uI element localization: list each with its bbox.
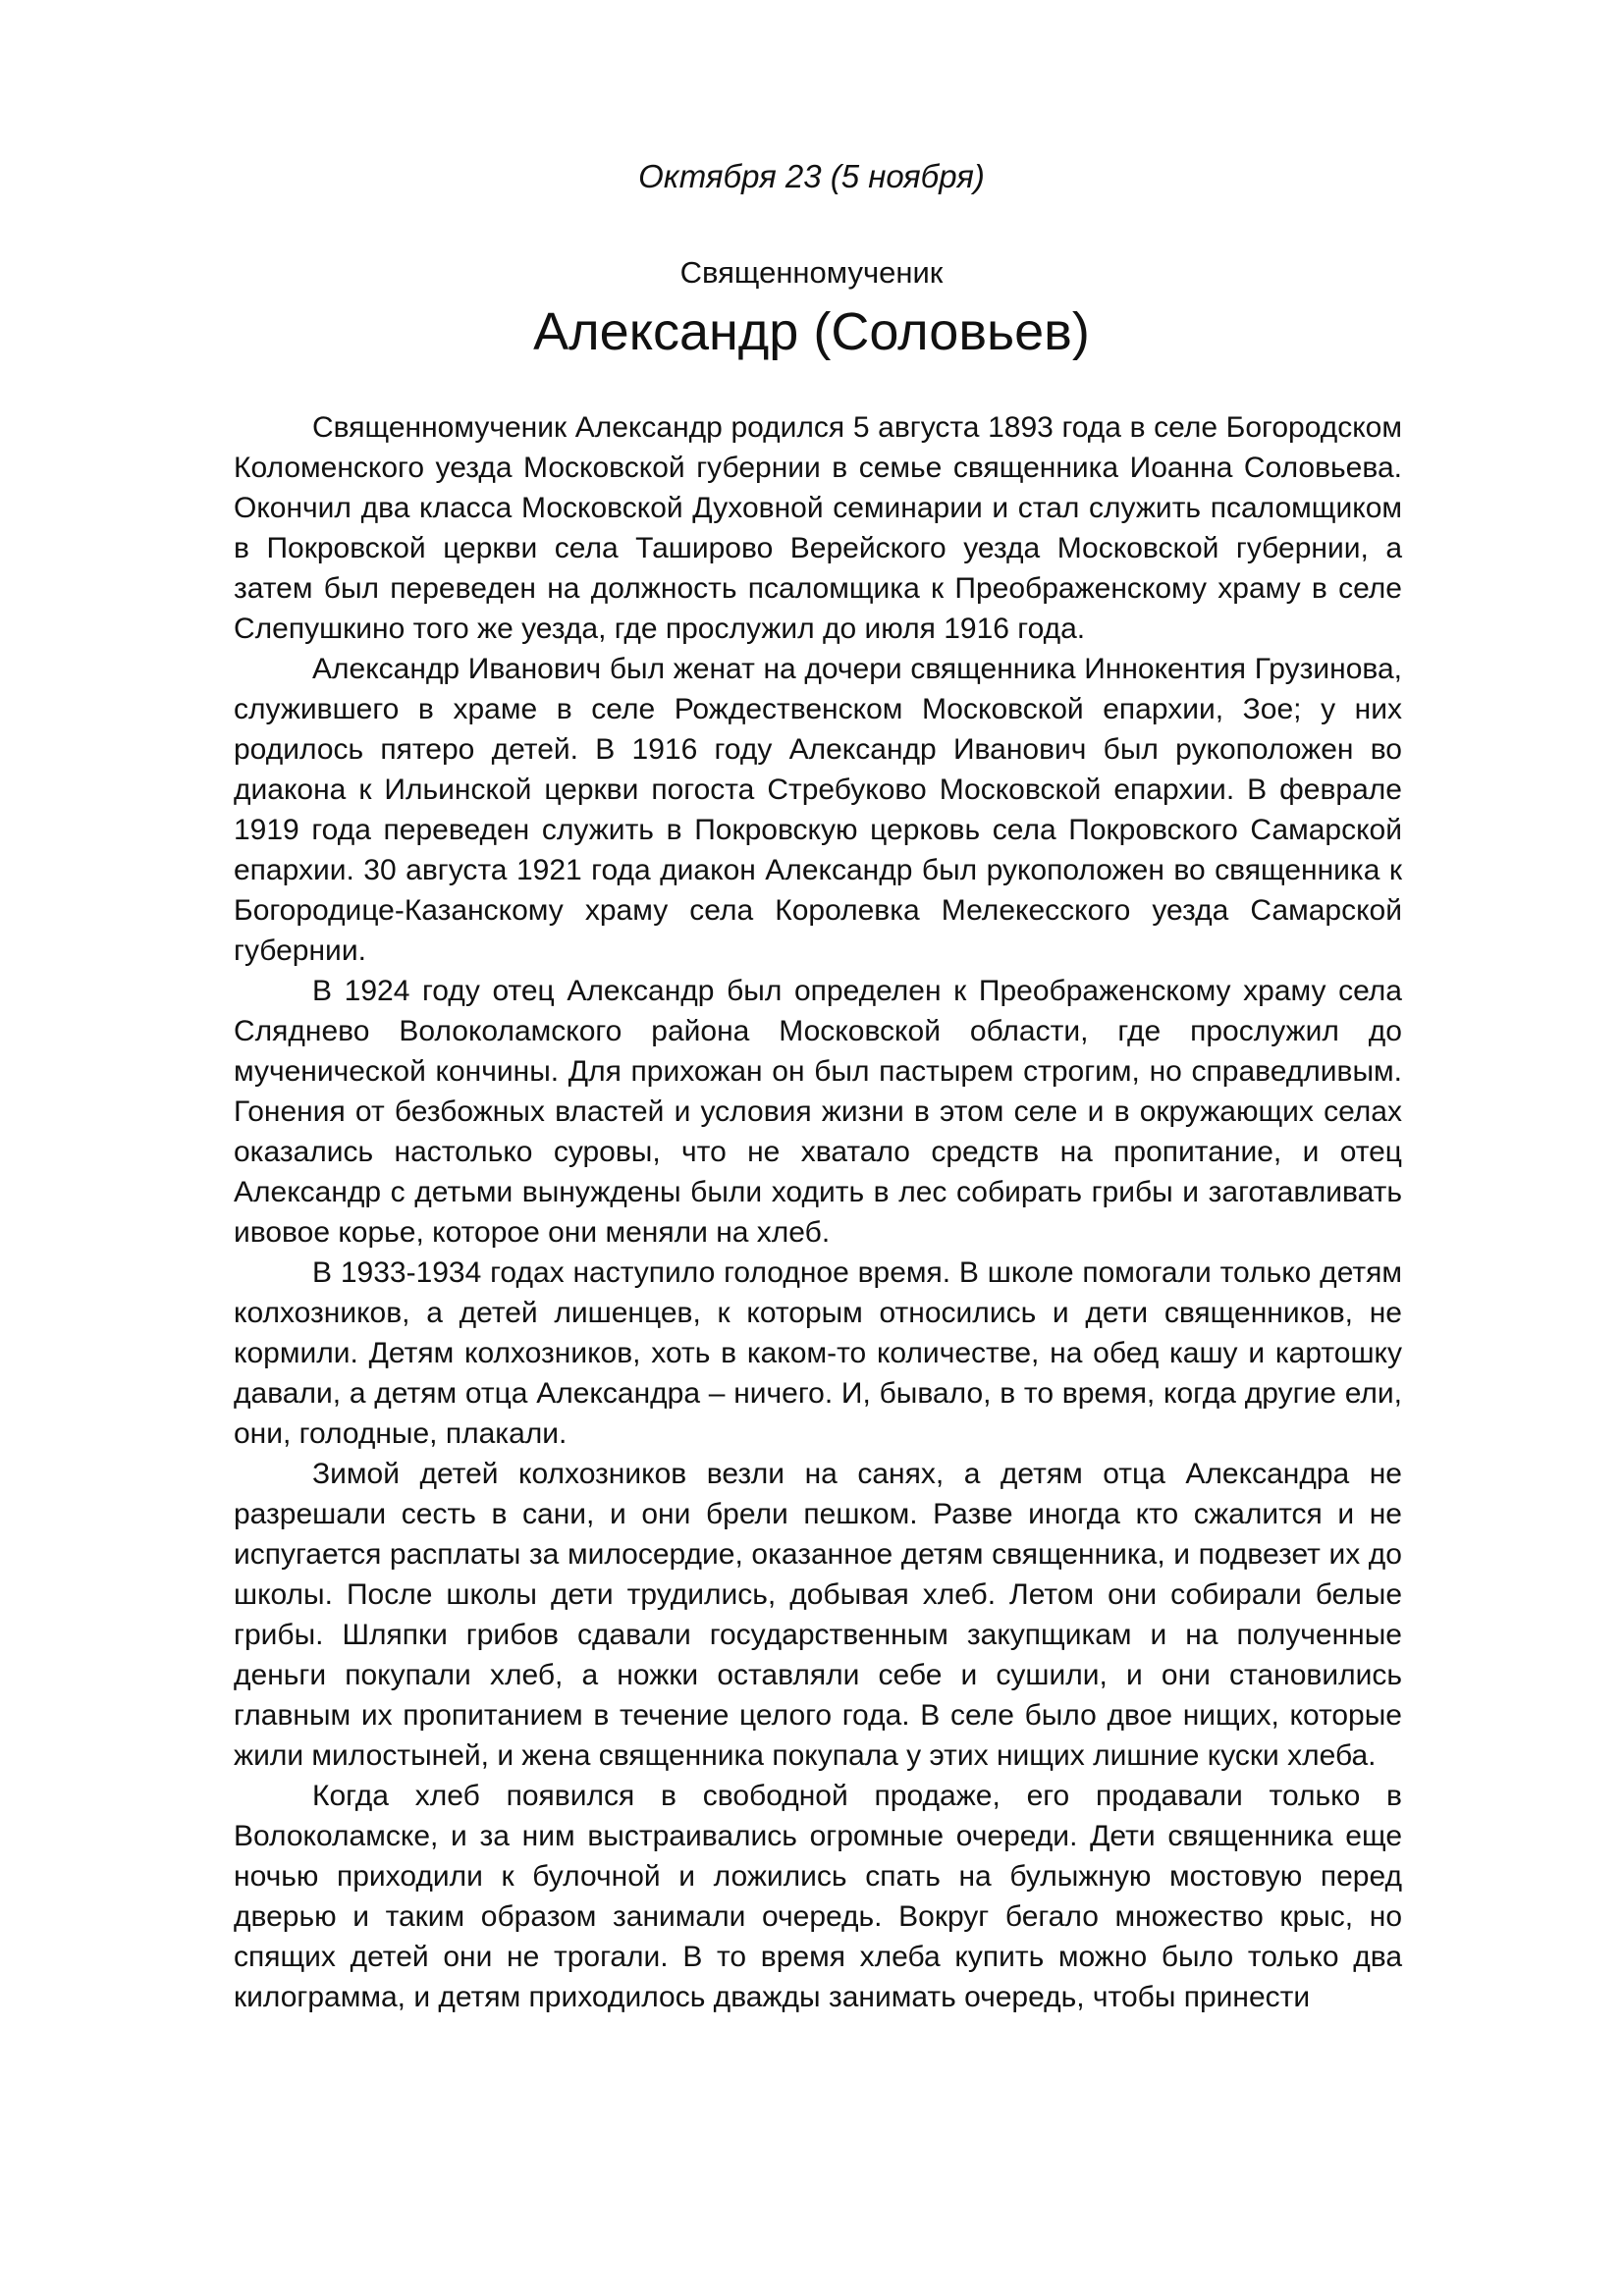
paragraph: Зимой детей колхозников везли на санях, а детям отца Александра не разрешали сесть в сани, и они брели пешком. Разве иногда кто сжалится и не испугается расплаты за милосердие, оказанное детям священника, и подвезет их до школы. После школы дети трудились, добывая хлеб. Летом они собирали белые грибы. Шляпки грибов сдавали государственным закупщикам и на полученные деньги покупали хлеб, а ножки оставляли себе и сушили, и они становились главным их пропитанием в течение целого года. В селе было двое нищих, которые жили милостыней, и жена священника покупала у этих нищих лишние куски хлеба. [234, 1458, 1402, 1772]
paragraph: В 1924 году отец Александр был определен к Преображенскому храму села Сляднево Волоколамского района Московской области, где прослужил до мученической кончины. Для прихожан он был пастырем строгим, но справедливым. Гонения от безбожных властей и условия жизни в этом селе и в окружающих селах оказались настолько суровы, что не хватало средств на пропитание, и отец Александр с детьми вынуждены были ходить в лес собирать грибы и заготавливать ивовое корье, которое они меняли на хлеб. [234, 975, 1402, 1249]
paragraph: Александр Иванович был женат на дочери священника Иннокентия Грузинова, служившего в храме в селе Рождественском Московской епархии, Зое; у них родилось пятеро детей. В 1916 году Александр Иванович был рукоположен во диакона к Ильинской церкви погоста Стребуково Московской епархии. В феврале 1919 года переведен служить в Покровскую церковь села Покровского Самарской епархии. 30 августа 1921 года диакон Александр был рукоположен во священника к Богородице-Казанскому храму села Королевка Мелекесского уезда Самарской губернии. [234, 653, 1402, 967]
paragraph: Когда хлеб появился в свободной продаже, его продавали только в Волоколамске, и за ним выстраивались огромные очереди. Дети священника еще ночью приходили к булочной и ложились спать на булыжную мостовую перед дверью и таким образом занимали очередь. Вокруг бегало множество крыс, но спящих детей они не трогали. В то время хлеба купить можно было только два килограмма, и детям приходилось дважды занимать очередь, чтобы принести [234, 1780, 1402, 2013]
page-title: Александр (Соловьев) [533, 302, 1090, 361]
saint-rank: Священномученик [679, 255, 944, 290]
paragraph: Священномученик Александр родился 5 августа 1893 года в селе Богородском Коломенского уезда Московской губернии в семье священника Иоанна Соловьева. Окончил два класса Московской Духовной семинарии и стал служить псаломщиком в Покровской церкви села Таширово Верейского уезда Московской губернии, а затем был переведен на должность псаломщика к Преображенскому храму в селе Слепушкино того же уезда, где прослужил до июля 1916 года. [234, 411, 1402, 645]
paragraph: В 1933-1934 годах наступило голодное время. В школе помогали только детям колхозников, а детей лишенцев, к которым относились и дети священников, не кормили. Детям колхозников, хоть в каком-то количестве, на обед кашу и картошку давали, а детям отца Александра – ничего. И, бывало, в то время, когда другие ели, они, голодные, плакали. [234, 1256, 1402, 1450]
biography-text [234, 407, 1402, 2017]
feast-date: Октября 23 (5 ноября) [638, 158, 985, 194]
